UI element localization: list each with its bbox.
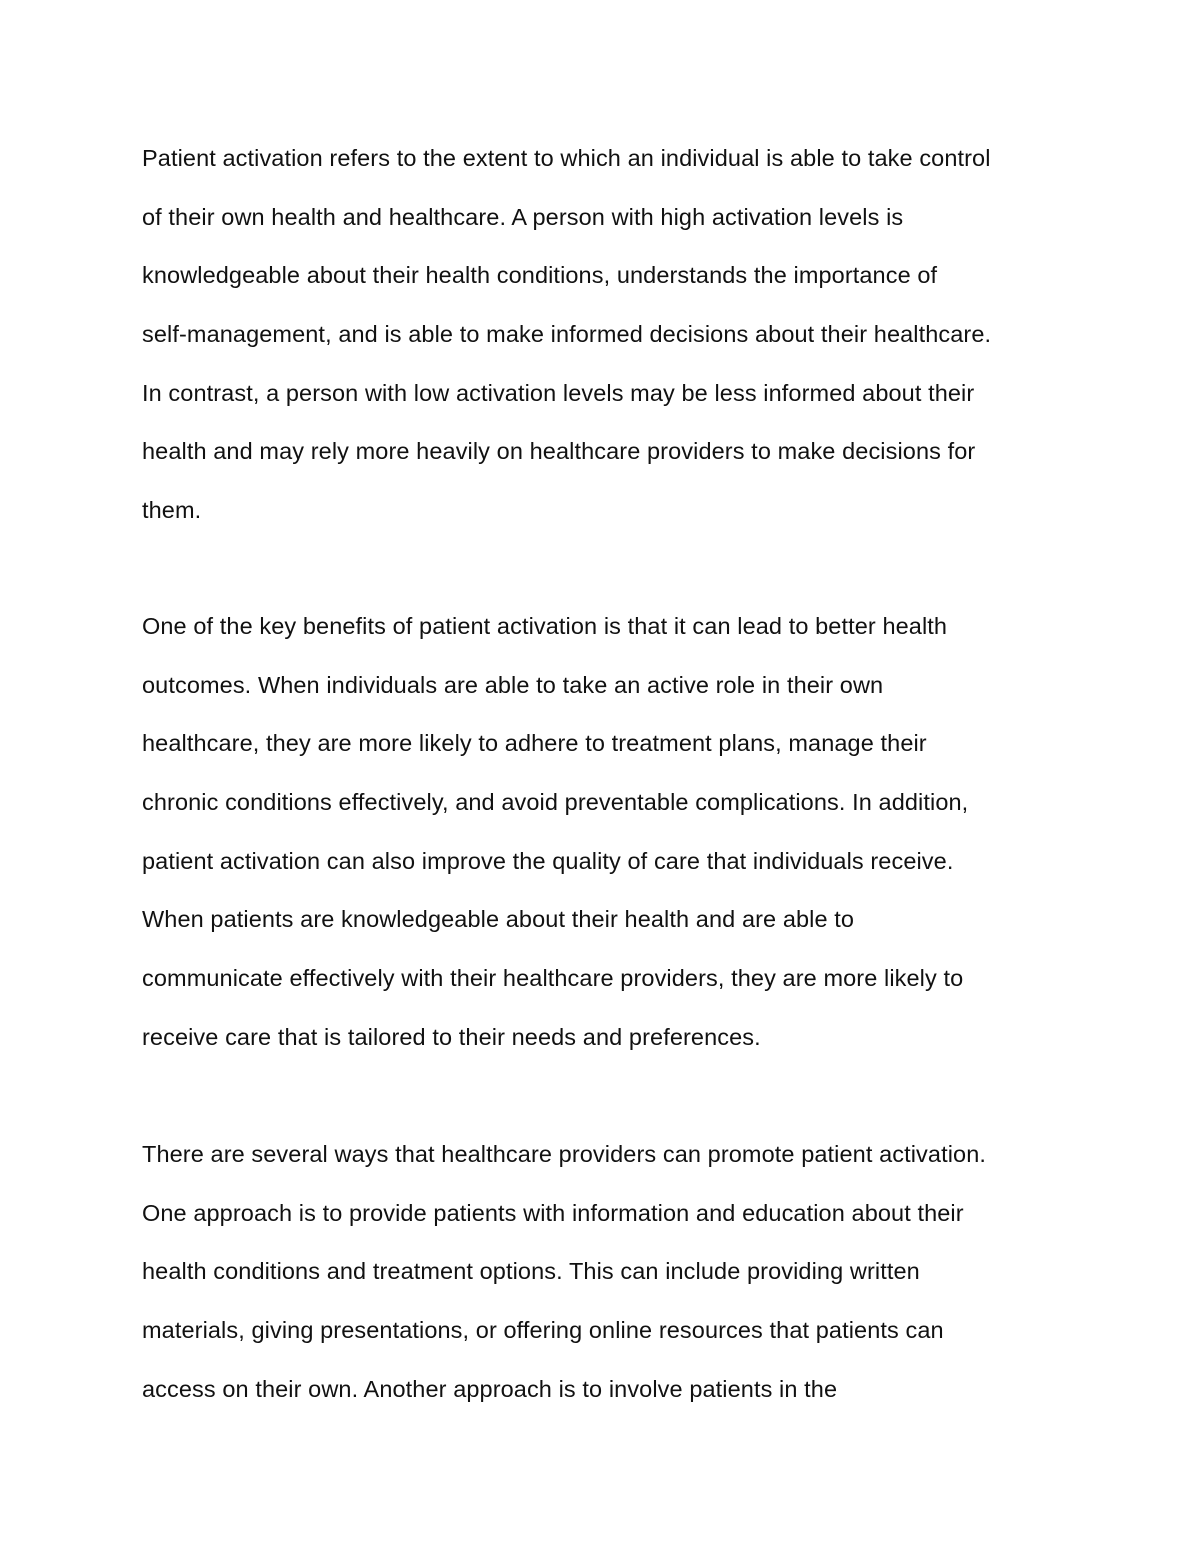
text-line: Patient activation refers to the extent to which an individual is able to take control (142, 145, 991, 171)
text-line: communicate effectively with their healthcare providers, they are more likely to (142, 965, 964, 992)
text-line: access on their own. Another approach is to involve patients in the (142, 1375, 838, 1402)
paragraph-key-benefits (142, 605, 1072, 1075)
text-line: One of the key benefits of patient activation is that it can lead to better health (142, 613, 948, 639)
text-line: materials, giving presentations, or offering online resources that patients can (142, 1317, 944, 1344)
text-line: self-management, and is able to make informed decisions about their healthcare. (142, 321, 992, 348)
text-line: patient activation can also improve the quality of care that individuals receive. (142, 847, 954, 874)
text-line: healthcare, they are more likely to adhere to treatment plans, manage their (142, 730, 927, 757)
text-line: When patients are knowledgeable about their health and are able to (142, 906, 855, 933)
text-line: knowledgeable about their health conditions, understands the importance of (142, 262, 938, 289)
text-line: One approach is to provide patients with information and education about their (142, 1199, 964, 1226)
text-line: In contrast, a person with low activation levels may be less informed about their (142, 379, 975, 406)
text-line: them. (142, 497, 202, 524)
text-line: receive care that is tailored to their needs and preferences. (142, 1023, 761, 1050)
paragraph-patient-activation-definition (142, 137, 1072, 548)
text-line: outcomes. When individuals are able to take an active role in their own (142, 671, 884, 698)
text-line: health conditions and treatment options. This can include providing written (142, 1258, 920, 1285)
text-line: health and may rely more heavily on healthcare providers to make decisions for (142, 438, 976, 465)
text-line: chronic conditions effectively, and avoid preventable complications. In addition, (142, 789, 969, 816)
text-line: of their own health and healthcare. A person with high activation levels is (142, 203, 904, 230)
text-line: There are several ways that healthcare providers can promote patient activation. (142, 1141, 986, 1167)
paragraph-promoting-activation (142, 1133, 1072, 1426)
